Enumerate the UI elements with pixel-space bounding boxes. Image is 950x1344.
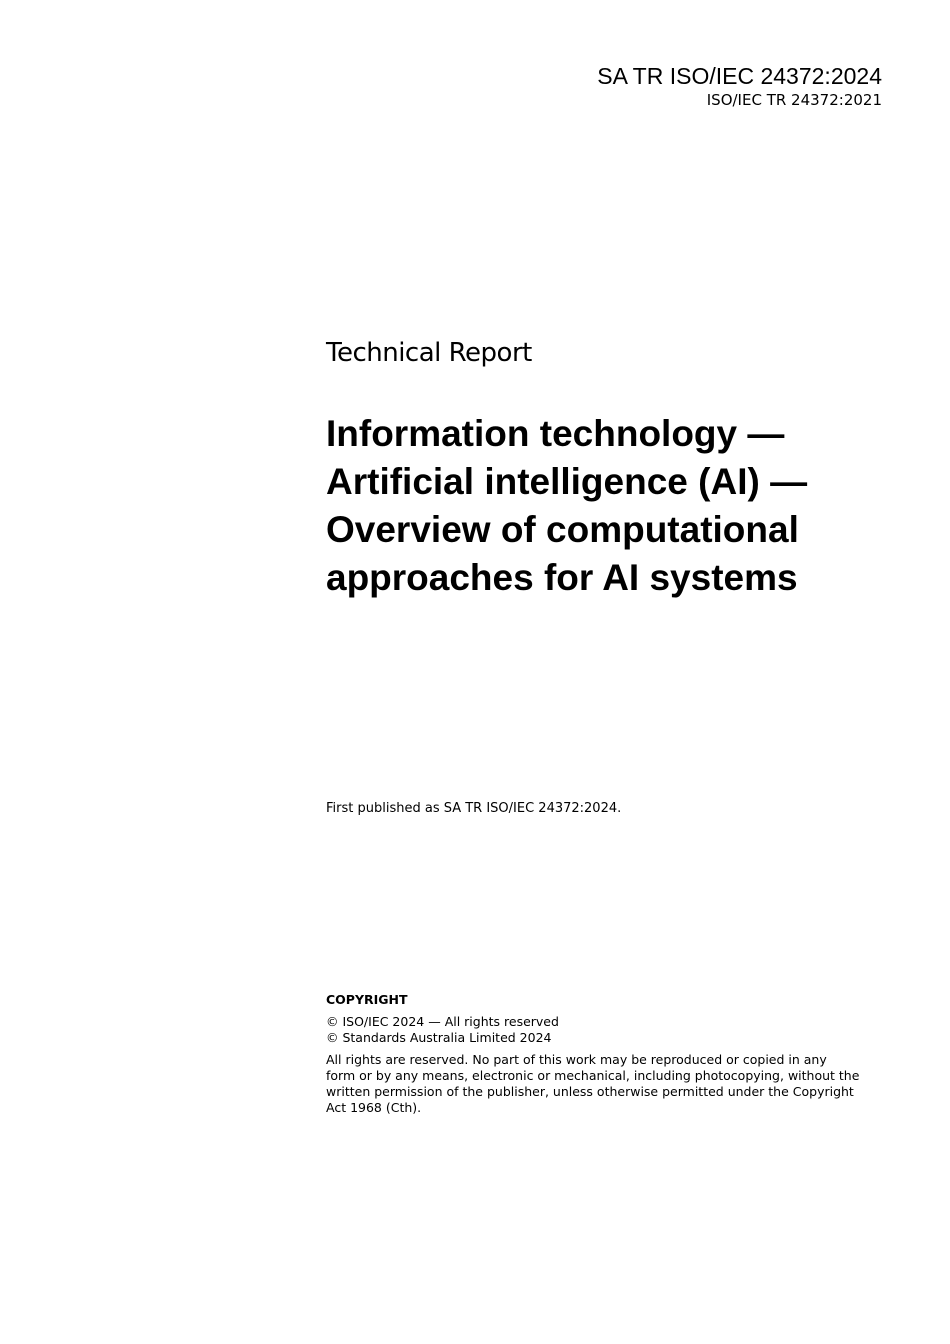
copyright-line: © ISO/IEC 2024 — All rights reserved [326, 1014, 559, 1029]
document-title [326, 410, 886, 602]
first-published-note: First published as SA TR ISO/IEC 24372:2024. [326, 801, 622, 816]
title-line: Overview of computational [326, 509, 799, 550]
copyright-section [326, 992, 866, 1116]
rights-statement-line: Act 1968 (Cth). [326, 1100, 422, 1115]
title-line: Artificial intelligence (AI) — [326, 461, 808, 502]
title-line: approaches for AI systems [326, 557, 798, 598]
copyright-line: © Standards Australia Limited 2024 [326, 1030, 552, 1045]
standard-designations [597, 62, 882, 110]
sa-designation: SA TR ISO/IEC 24372:2024 [597, 63, 882, 89]
rights-statement-line: form or by any means, electronic or mechanical, including photocopying, without the [326, 1068, 860, 1083]
title-line: Information technology — [326, 413, 785, 454]
rights-statement [326, 1052, 866, 1116]
copyright-heading: COPYRIGHT [326, 992, 408, 1007]
rights-statement-line: All rights are reserved. No part of this work may be reproduced or copied in any [326, 1052, 827, 1067]
document-type: Technical Report [326, 338, 532, 368]
rights-statement-line: written permission of the publisher, unless otherwise permitted under the Copyright [326, 1084, 854, 1099]
iso-designation: ISO/IEC TR 24372:2021 [706, 91, 882, 109]
